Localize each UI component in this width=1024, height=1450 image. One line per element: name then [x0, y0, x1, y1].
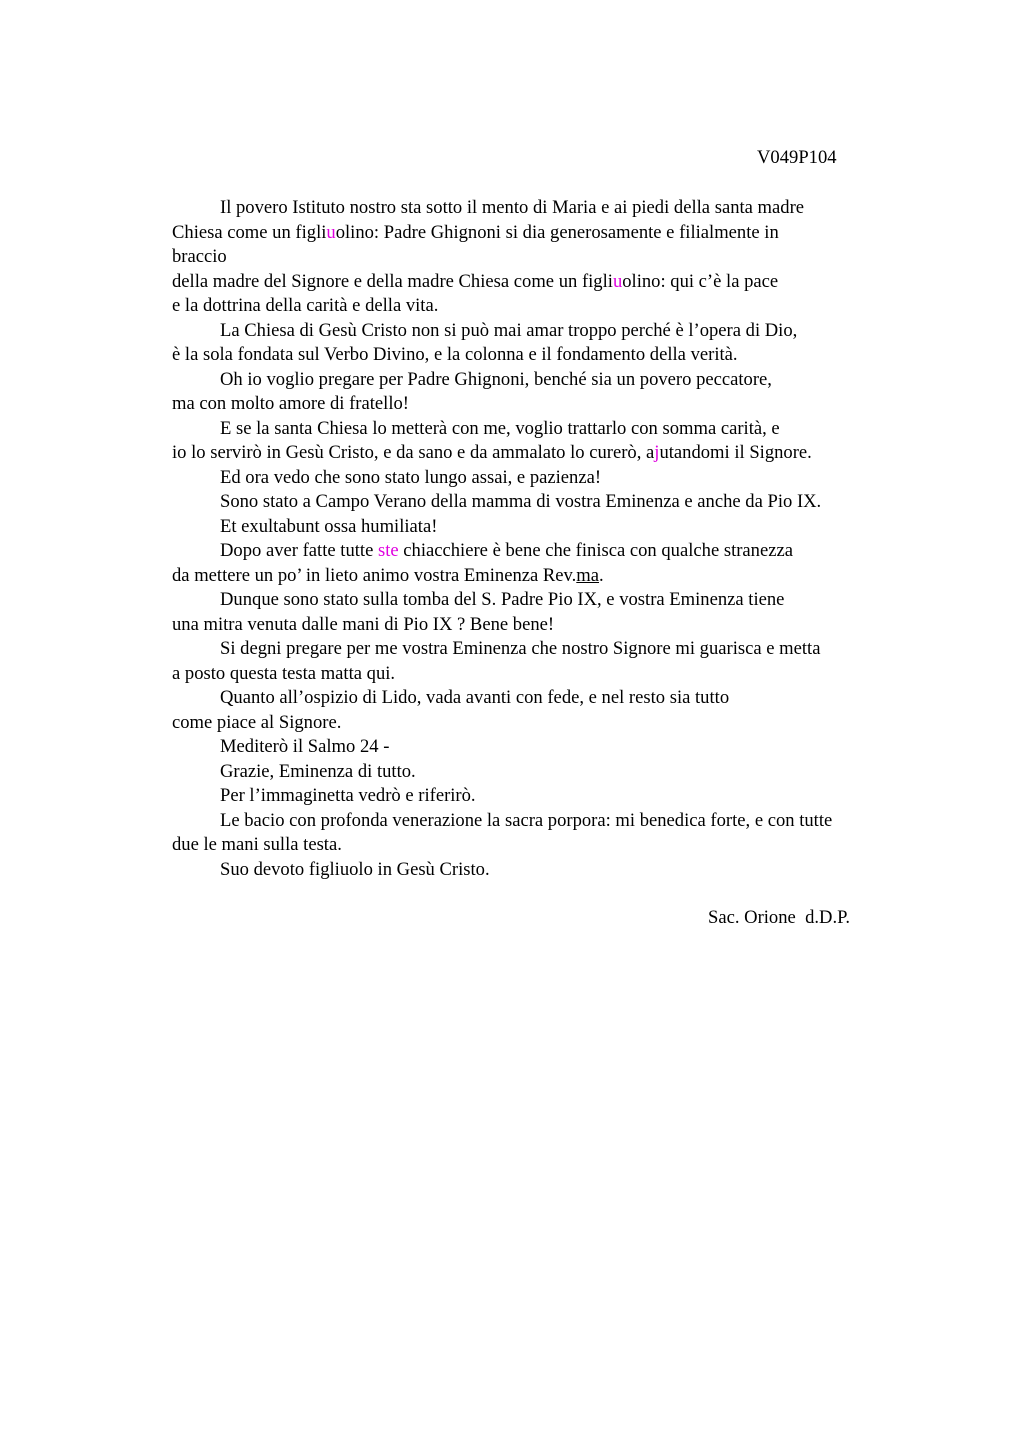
text-segment: chiacchiere è bene che finisca con qualche stranezza — [398, 540, 793, 561]
text-segment: Si degni pregare per me vostra Eminenza che nostro Signore mi guarisca e metta — [220, 638, 821, 659]
highlighted-correction: u — [612, 270, 623, 292]
text-segment: Il povero Istituto nostro sta sotto il mento di Maria e ai piedi della santa madre — [220, 197, 805, 218]
letter-line — [172, 564, 912, 589]
letter-line — [172, 588, 912, 613]
letter-line — [172, 245, 912, 270]
text-segment: da mettere un po’ in lieto animo vostra Eminenza Rev. — [172, 564, 577, 586]
letter-body — [172, 196, 912, 882]
text-segment: come piace al Signore. — [172, 711, 342, 733]
letter-line — [172, 613, 912, 638]
text-segment: braccio — [172, 246, 227, 267]
text-segment: Oh io voglio pregare per Padre Ghignoni, benché sia un povero peccatore, — [220, 368, 772, 390]
letter-line — [172, 784, 912, 809]
letter-line — [172, 637, 912, 662]
text-segment: della madre del Signore e della madre Chiesa come un figli — [172, 270, 613, 292]
letter-line — [172, 539, 912, 564]
text-segment: Mediterò il Salmo 24 - — [220, 736, 390, 757]
letter-line — [172, 858, 912, 883]
letter-line — [172, 196, 912, 221]
text-segment: Et exultabunt ossa humiliata! — [220, 515, 438, 537]
text-segment: Ed ora vedo che sono stato lungo assai, e pazienza! — [220, 466, 602, 488]
letter-line — [172, 686, 912, 711]
highlighted-correction: ste — [377, 540, 399, 561]
text-segment: una mitra venuta dalle mani di Pio IX ? Bene bene! — [172, 613, 555, 635]
text-segment: Suo devoto figliuolo in Gesù Cristo. — [220, 858, 490, 880]
letter-line — [172, 490, 912, 515]
highlighted-correction: u — [326, 221, 336, 243]
letter-line — [172, 368, 912, 393]
letter-line — [172, 270, 912, 295]
text-segment: . — [599, 564, 604, 586]
letter-line — [172, 809, 912, 834]
highlighted-correction: j — [654, 442, 660, 463]
letter-line — [172, 515, 912, 540]
letter-line — [172, 833, 912, 858]
text-segment: E se la santa Chiesa lo metterà con me, voglio trattarlo con somma carità, e — [220, 417, 780, 439]
letter-line — [172, 760, 912, 785]
text-segment: Grazie, Eminenza di tutto. — [220, 760, 416, 782]
text-segment: Quanto all’ospizio di Lido, vada avanti con fede, e nel resto sia tutto — [220, 687, 730, 708]
letter-line — [172, 441, 912, 466]
text-segment: è la sola fondata sul Verbo Divino, e la colonna e il fondamento della verità. — [172, 344, 738, 365]
signature: Sac. Orione d.D.P. — [708, 907, 851, 928]
text-segment: Le bacio con profonda venerazione la sacra porpora: mi benedica forte, e con tutte — [220, 809, 833, 831]
text-segment: olino: Padre Ghignoni si dia generosamente e filialmente in — [335, 221, 779, 243]
text-segment: Sono stato a Campo Verano della mamma di vostra Eminenza e anche da Pio IX. — [220, 491, 822, 512]
letter-line — [172, 294, 912, 319]
text-segment: olino: qui c’è la pace — [622, 270, 779, 292]
text-segment: Dunque sono stato sulla tomba del S. Padre Pio IX, e vostra Eminenza tiene — [220, 589, 785, 610]
text-segment: a posto questa testa matta qui. — [172, 662, 396, 684]
letter-line — [172, 343, 912, 368]
text-segment: utandomi il Signore. — [659, 442, 812, 463]
letter-line — [172, 221, 912, 246]
text-segment: io lo servirò in Gesù Cristo, e da sano e da ammalato lo curerò, a — [172, 442, 655, 463]
text-segment: La Chiesa di Gesù Cristo non si può mai amar troppo perché è l’opera di Dio, — [220, 319, 798, 341]
letter-line — [172, 417, 912, 442]
underlined-abbreviation: ma — [576, 564, 600, 586]
text-segment: due le mani sulla testa. — [172, 834, 342, 855]
document-reference-code: V049P104 — [757, 147, 837, 168]
letter-line — [172, 392, 912, 417]
text-segment: ma con molto amore di fratello! — [172, 393, 409, 414]
letter-line — [172, 466, 912, 491]
letter-line — [172, 735, 912, 760]
letter-line — [172, 662, 912, 687]
text-segment: e la dottrina della carità e della vita. — [172, 295, 439, 316]
letter-line — [172, 711, 912, 736]
text-segment: Dopo aver fatte tutte — [220, 540, 378, 561]
letter-line — [172, 319, 912, 344]
text-segment: Per l’immaginetta vedrò e riferirò. — [220, 785, 476, 806]
text-segment: Chiesa come un figli — [172, 221, 327, 243]
